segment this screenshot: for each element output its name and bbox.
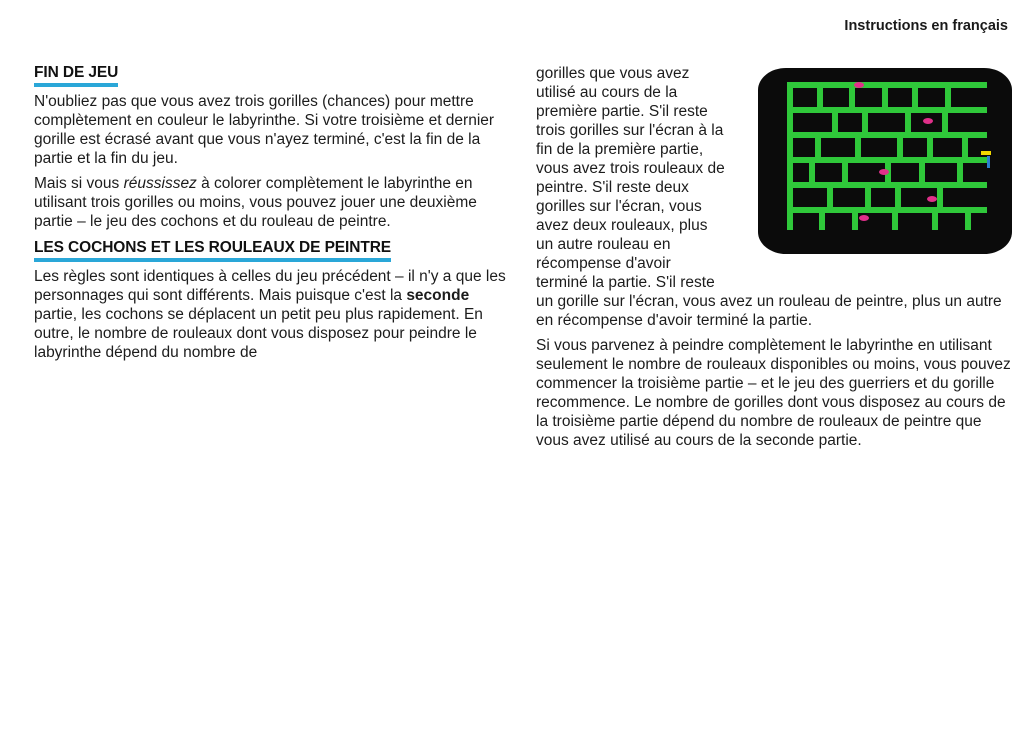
- paragraph-second-game: [34, 174, 512, 231]
- maze-block: [903, 138, 927, 157]
- text-line: utilisé au cours de la: [536, 84, 678, 101]
- maze-grid: [787, 82, 987, 232]
- text-line: terminé la partie. S'il reste: [536, 274, 715, 291]
- emphasis-reussissez: réussissez: [123, 175, 197, 192]
- maze-block: [861, 138, 897, 157]
- text-line: peintre. S'il reste deux: [536, 179, 689, 196]
- pig-sprite: [859, 215, 869, 221]
- maze-block: [938, 213, 965, 232]
- maze-block: [888, 88, 912, 107]
- pig-sprite: [923, 118, 933, 124]
- paragraph-rules: [34, 267, 512, 362]
- maze-block: [793, 138, 815, 157]
- maze-block: [793, 188, 827, 207]
- maze-block: [971, 213, 987, 232]
- maze-block: [793, 113, 832, 132]
- maze-block: [933, 138, 962, 157]
- maze-block: [898, 213, 932, 232]
- text-line: gorilles sur l'écran, vous: [536, 198, 702, 215]
- maze-block: [793, 213, 819, 232]
- maze-block: [793, 163, 809, 182]
- paint-roller-handle: [987, 156, 990, 168]
- text-line: fin de la première partie,: [536, 141, 704, 158]
- maze-image: [758, 68, 1012, 254]
- text-line: récompense d'avoir: [536, 255, 671, 272]
- maze-block: [821, 138, 855, 157]
- text-line: première partie. S'il reste: [536, 103, 708, 120]
- maze-block: [823, 88, 849, 107]
- maze-block: [925, 163, 957, 182]
- strong-seconde: seconde: [406, 287, 470, 304]
- text-span: partie, les cochons se déplacent un petit peu plus rapidement. En outre, le nombre de rouleaux dont vous disposez pour peindre le labyrinthe dépend du nombre de: [34, 306, 483, 361]
- heading-fin-de-jeu: FIN DE JEU: [34, 64, 118, 87]
- text-line: un autre rouleau en: [536, 236, 671, 253]
- text-span: Les règles sont identiques à celles du jeu précédent – il n'y a que les personnages qui sont différents. Mais puisque c'est la: [34, 268, 506, 304]
- maze-block: [943, 188, 987, 207]
- heading-cochons-rouleaux: LES COCHONS ET LES ROULEAUX DE PEINTRE: [34, 239, 391, 262]
- maze-block: [815, 163, 842, 182]
- paragraph-end-of-game: N'oubliez pas que vous avez trois gorilles (chances) pour mettre complètement en couleur le labyrinthe. Si votre troisième et dernier gorille est écrasé avant que vous n'ayez terminé, c'est la fin de la partie et la fin du jeu.: [34, 93, 495, 167]
- paint-roller-sprite: [981, 151, 991, 155]
- maze-block: [951, 88, 987, 107]
- text-span: Mais si vous: [34, 175, 124, 192]
- maze-block: [891, 163, 919, 182]
- pig-sprite: [879, 169, 889, 175]
- maze-block: [948, 113, 987, 132]
- game-screenshot: [758, 68, 1012, 254]
- maze-block: [793, 88, 817, 107]
- page-header: Instructions en français: [844, 18, 1008, 34]
- text-line: gorilles que vous avez: [536, 65, 690, 82]
- paragraph-rollers-rest: un gorille sur l'écran, vous avez un rouleau de peintre, plus un autre en récompense d'avoir terminé la partie.: [536, 293, 1002, 329]
- left-column: [34, 64, 512, 368]
- pig-sprite: [927, 196, 937, 202]
- maze-block: [838, 113, 862, 132]
- maze-block: [868, 113, 905, 132]
- pig-sprite: [854, 82, 864, 88]
- paragraph-third-game: Si vous parvenez à peindre complètement le labyrinthe en utilisant seulement le nombre de rouleaux disponibles ou moins, vous pouvez commencer la troisième partie – et le jeu des guerriers et du gorille recommence. Le nombre de gorilles dont vous disposez au cours de la troisième partie dépend du nombre de rouleaux de peintre que vous avez utilisé au cours de la seconde partie.: [536, 337, 1011, 449]
- text-span: à colorer complètement le labyrinthe en utilisant trois gorilles ou moins, vous pouvez jouer une deuxième partie – le jeu des cochons et du rouleau de peintre.: [34, 175, 477, 230]
- maze-block: [855, 88, 882, 107]
- maze-block: [871, 188, 895, 207]
- section-pigs-rollers: [34, 239, 512, 362]
- maze-block: [833, 188, 865, 207]
- maze-block: [825, 213, 852, 232]
- maze-block: [918, 88, 945, 107]
- text-line: avez deux rouleaux, plus: [536, 217, 708, 234]
- text-line: trois gorilles sur l'écran à la: [536, 122, 724, 139]
- maze-block: [963, 163, 987, 182]
- text-line: vous avez trois rouleaux de: [536, 160, 725, 177]
